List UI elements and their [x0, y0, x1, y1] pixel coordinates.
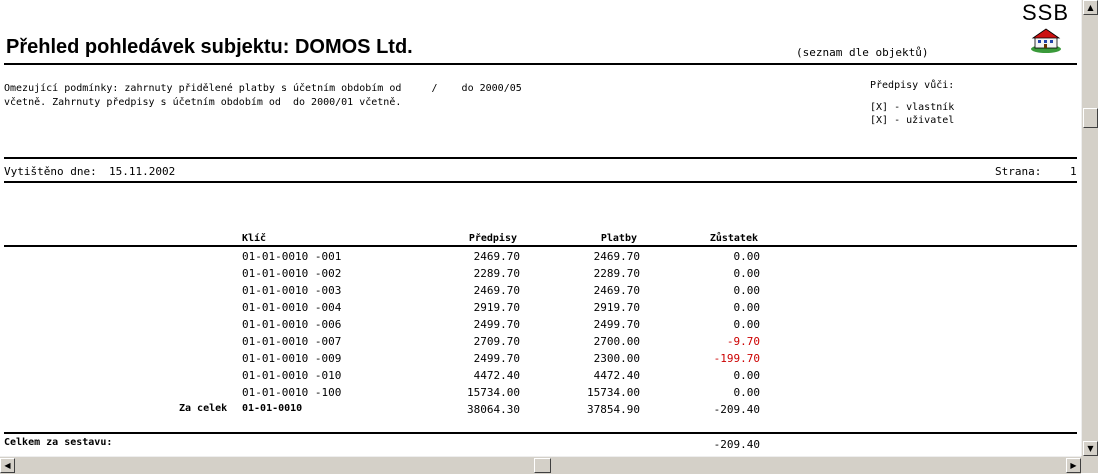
row-balance: 0.00 [733, 301, 760, 314]
scroll-down-button[interactable]: ▼ [1083, 441, 1098, 456]
page-label: Strana: [995, 165, 1042, 178]
divider [4, 157, 1077, 159]
page-title: Přehled pohledávek subjektu: DOMOS Ltd. [6, 36, 413, 58]
row-charges: 2499.70 [473, 352, 520, 365]
row-balance: 0.00 [733, 318, 760, 331]
vertical-scrollbar[interactable] [1081, 0, 1098, 456]
row-charges: 2289.70 [473, 267, 520, 280]
subtotal-charges: 38064.30 [467, 403, 520, 416]
divider [4, 63, 1077, 65]
row-key: 01-01-0010 -100 [242, 386, 342, 399]
row-payments: 2469.70 [593, 284, 640, 297]
row-key: 01-01-0010 -009 [242, 352, 342, 365]
subtotal-label: Za celek [179, 403, 228, 414]
row-key: 01-01-0010 -004 [242, 301, 342, 314]
page-number: 1 [1070, 165, 1077, 178]
row-key: 01-01-0010 -002 [242, 267, 342, 280]
conditions-line-2: včetně. Zahrnuty předpisy s účetním obdobím od do 2000/01 včetně. [4, 97, 402, 108]
conditions-line-1: Omezující podmínky: zahrnuty přidělené platby s účetním obdobím od / do 2000/05 [4, 83, 522, 94]
printed-date: 15.11.2002 [109, 165, 176, 178]
subtotal-payments: 37854.90 [587, 403, 640, 416]
row-balance: -9.70 [726, 335, 760, 348]
building-icon [1030, 27, 1062, 53]
row-balance: 0.00 [733, 386, 760, 399]
row-balance: 0.00 [733, 267, 760, 280]
scroll-right-button[interactable]: ▶ [1066, 458, 1081, 473]
row-key: 01-01-0010 -006 [242, 318, 342, 331]
scroll-left-button[interactable]: ◀ [0, 458, 15, 473]
row-balance: 0.00 [733, 284, 760, 297]
row-charges: 2709.70 [473, 335, 520, 348]
row-payments: 2919.70 [593, 301, 640, 314]
divider [4, 432, 1077, 434]
row-balance: 0.00 [733, 250, 760, 263]
row-charges: 4472.40 [473, 369, 520, 382]
subtotal-balance: -209.40 [713, 403, 760, 416]
grand-total-label: Celkem za sestavu: [4, 437, 113, 448]
row-balance: -199.70 [713, 352, 760, 365]
horizontal-scrollbar[interactable] [0, 456, 1081, 474]
row-payments: 2469.70 [593, 250, 640, 263]
scrollbar-corner [1081, 456, 1098, 473]
check-owner: [X] - vlastník [870, 102, 955, 113]
row-payments: 4472.40 [593, 369, 640, 382]
row-key: 01-01-0010 -007 [242, 335, 342, 348]
printed-label: Vytištěno dne: [4, 165, 97, 178]
row-charges: 2469.70 [473, 250, 520, 263]
row-charges: 2469.70 [473, 284, 520, 297]
check-user: [X] - uživatel [870, 115, 955, 126]
row-charges: 2499.70 [473, 318, 520, 331]
report-subtitle: (seznam dle objektů) [796, 46, 929, 59]
table-header-rule [4, 245, 1077, 247]
horizontal-scroll-thumb[interactable] [534, 458, 551, 473]
row-payments: 2289.70 [593, 267, 640, 280]
row-key: 01-01-0010 -003 [242, 284, 342, 297]
scroll-up-button[interactable]: ▲ [1083, 0, 1098, 15]
row-key: 01-01-0010 -001 [242, 250, 342, 263]
column-header-charges: Předpisy [468, 233, 517, 244]
row-payments: 2700.00 [593, 335, 640, 348]
column-header-payments: Platby [600, 233, 637, 244]
column-header-key: Klíč [242, 233, 267, 244]
vertical-scroll-thumb[interactable] [1083, 108, 1098, 128]
row-balance: 0.00 [733, 369, 760, 382]
logo-text: SSB [1022, 0, 1070, 25]
row-payments: 2499.70 [593, 318, 640, 331]
predpisy-label: Předpisy vůči: [870, 80, 955, 91]
divider [4, 181, 1077, 183]
row-payments: 2300.00 [593, 352, 640, 365]
row-payments: 15734.00 [587, 386, 640, 399]
row-charges: 2919.70 [473, 301, 520, 314]
grand-total-balance: -209.40 [713, 438, 760, 451]
column-header-balance: Zůstatek [709, 233, 758, 244]
row-key: 01-01-0010 -010 [242, 369, 342, 382]
row-charges: 15734.00 [467, 386, 520, 399]
subtotal-key: 01-01-0010 [242, 403, 303, 414]
